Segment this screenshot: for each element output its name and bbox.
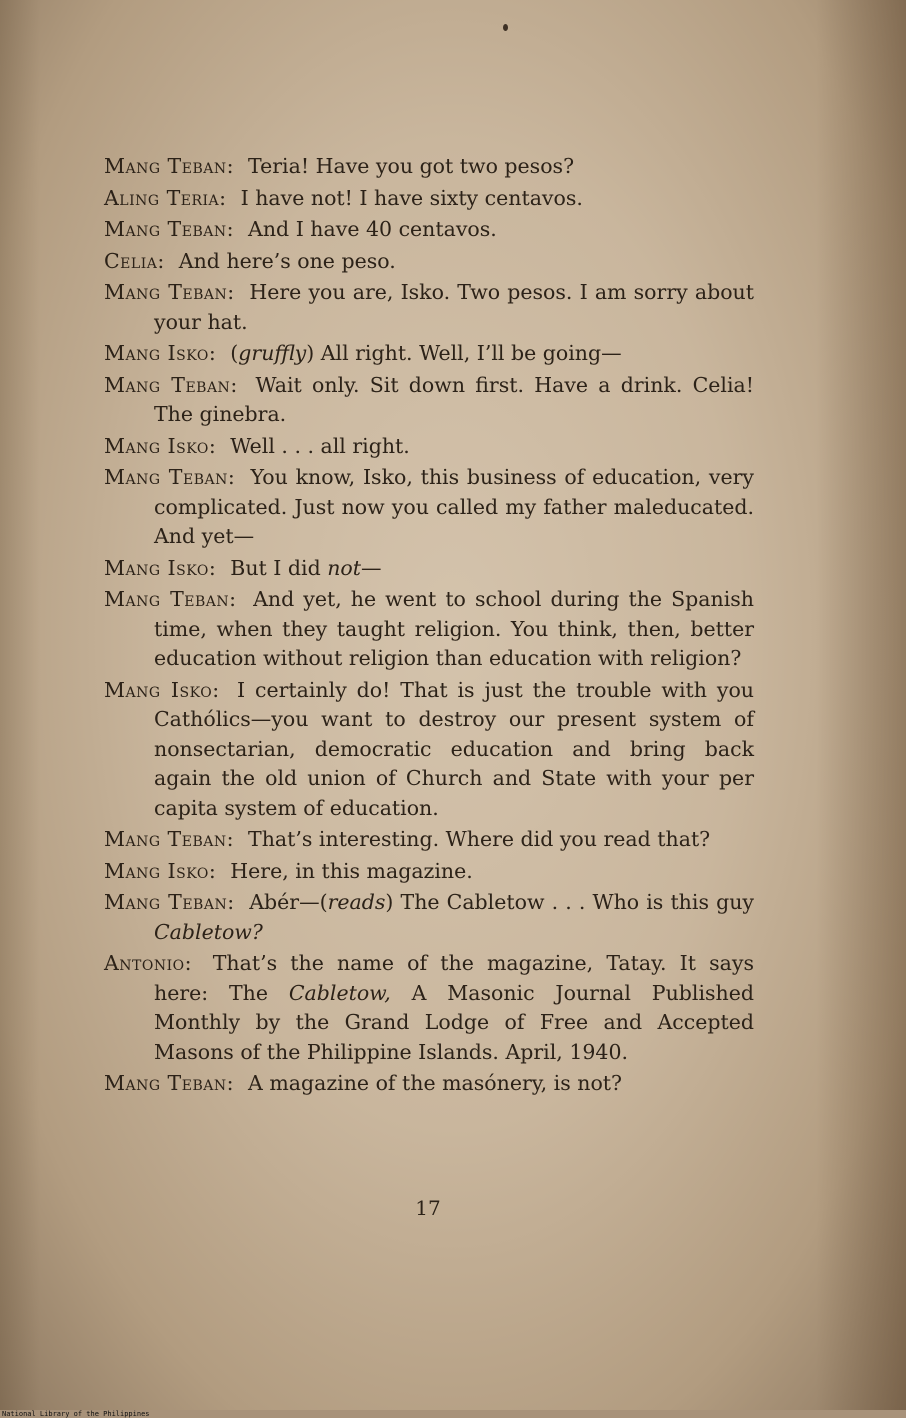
line-text: You know, Isko, this business of education, very complicated. Just now you called my father maleducated. And yet— (154, 465, 754, 548)
speaker-name: Mang Teban (104, 587, 230, 611)
speaker-name: Mang Teban (104, 1071, 227, 1095)
line-text: A magazine of the masónery, is not? (248, 1071, 623, 1095)
dialogue-line: Mang Isko: Well . . . all right. (104, 433, 410, 458)
dialogue-line: Mang Teban: A magazine of the masónery, is not? (104, 1071, 623, 1095)
line-text: Wait only. Sit down first. Have a drink. Celia! The ginebra. (154, 372, 754, 426)
speaker-name: Mang Teban (104, 372, 231, 397)
speaker-name: Mang Teban (104, 154, 227, 178)
dialogue-line: Mang Teban: And I have 40 centavos. (104, 217, 497, 241)
dialogue-line: Mang Isko: But I did not— (104, 555, 382, 580)
dialogue-line: Aling Teria: I have not! I have sixty centavos. (104, 185, 583, 210)
line-text: I have not! I have sixty centavos. (240, 185, 583, 210)
dialogue-line: Mang Teban: You know, Isko, this business of education, very complicated. Just now you called my father maleducated. And yet— (104, 465, 754, 548)
dialogue-line: Antonio: That’s the name of the magazine, Tatay. It says here: The Cabletow, A Masonic Journal Published Monthly by the Grand Lodge of Free and Accepted Masons of the Philippine Islands. April, 1940. (104, 951, 754, 1064)
dialogue-body (104, 152, 754, 1101)
speaker-name: Mang Teban (104, 890, 228, 914)
speaker-name: Mang Isko (104, 555, 209, 580)
line-text: Here you are, Isko. Two pesos. I am sorry about your hat. (154, 280, 754, 334)
speaker-name: Mang Isko (104, 677, 213, 702)
line-text: I certainly do! That is just the trouble with you Cathólics—you want to destroy our present system of nonsectarian, democratic education and bring back again the old union of Church and State with your per capita system of education. (154, 677, 754, 820)
line-text-pre: ( (230, 341, 239, 365)
line-text: That’s interesting. Where did you read that? (248, 827, 711, 851)
line-text-pre: Abér—( (249, 890, 328, 914)
ink-speck (503, 24, 508, 31)
speaker-name: Mang Teban (104, 217, 227, 241)
line-text-post: ) The Cabletow . . . Who is this guy (385, 890, 754, 914)
line-text: Here, in this magazine. (230, 858, 473, 883)
emphasis: Cabletow, (288, 980, 391, 1005)
line-text: And here’s one peso. (178, 248, 396, 273)
speaker-name: Aling Teria (104, 185, 220, 210)
dialogue-line: Celia: And here’s one peso. (104, 248, 396, 273)
footer-credit: National Library of the Philippines (2, 1410, 150, 1418)
speaker-name: Mang Isko (104, 341, 209, 365)
line-text: And yet, he went to school during the Spanish time, when they taught religion. You think, then, better education without religion than education with religion? (154, 587, 754, 670)
dialogue-line: Mang Teban: Wait only. Sit down first. Have a drink. Celia! The ginebra. (104, 372, 754, 426)
dialogue-line: Mang Isko: (gruffly) All right. Well, I’ll be going— (104, 341, 622, 365)
speaker-name: Celia (104, 248, 158, 273)
speaker-name: Antonio (104, 951, 185, 975)
speaker-name: Mang Isko (104, 858, 209, 883)
dialogue-line: Mang Teban: Teria! Have you got two pesos? (104, 154, 575, 178)
dialogue-line: Mang Isko: Here, in this magazine. (104, 858, 473, 883)
stage-direction: gruffly (238, 341, 307, 365)
speaker-name: Mang Isko (104, 433, 209, 458)
dialogue-line: Mang Teban: And yet, he went to school during the Spanish time, when they taught religion. You think, then, better education without religion than education with religion? (104, 587, 754, 670)
stage-direction: reads (327, 890, 386, 914)
speaker-name: Mang Teban (104, 465, 228, 489)
line-text-post: — (361, 555, 382, 580)
line-text-post: A Masonic Journal Published Monthly by the Grand Lodge of Free and Accepted Masons of the Philippine Islands. April, 1940. (154, 980, 754, 1064)
dialogue-line: Mang Teban: Abér—(reads) The Cabletow . . . Who is this guy Cabletow? (104, 890, 754, 944)
speaker-name: Mang Teban (104, 827, 227, 851)
line-text: Teria! Have you got two pesos? (248, 154, 575, 178)
line-text-pre: That’s the name of the magazine, Tatay. It says here: The (154, 951, 754, 1005)
line-text-pre: But I did (230, 555, 328, 580)
page-number: 17 (415, 1196, 441, 1220)
line-text: And I have 40 centavos. (248, 217, 497, 241)
emphasis: not (327, 555, 362, 580)
emphasis: Cabletow? (154, 919, 263, 944)
dialogue-line: Mang Teban: That’s interesting. Where did you read that? (104, 827, 711, 851)
dialogue-line: Mang Isko: I certainly do! That is just the trouble with you Cathólics—you want to destroy our present system of nonsectarian, democratic education and bring back again the old union of Church and State with your per capita system of education. (104, 677, 754, 820)
speaker-name: Mang Teban (104, 280, 228, 304)
line-text: Well . . . all right. (230, 433, 410, 458)
dialogue-line: Mang Teban: Here you are, Isko. Two pesos. I am sorry about your hat. (104, 280, 754, 334)
line-text-post: ) All right. Well, I’ll be going— (306, 341, 622, 365)
